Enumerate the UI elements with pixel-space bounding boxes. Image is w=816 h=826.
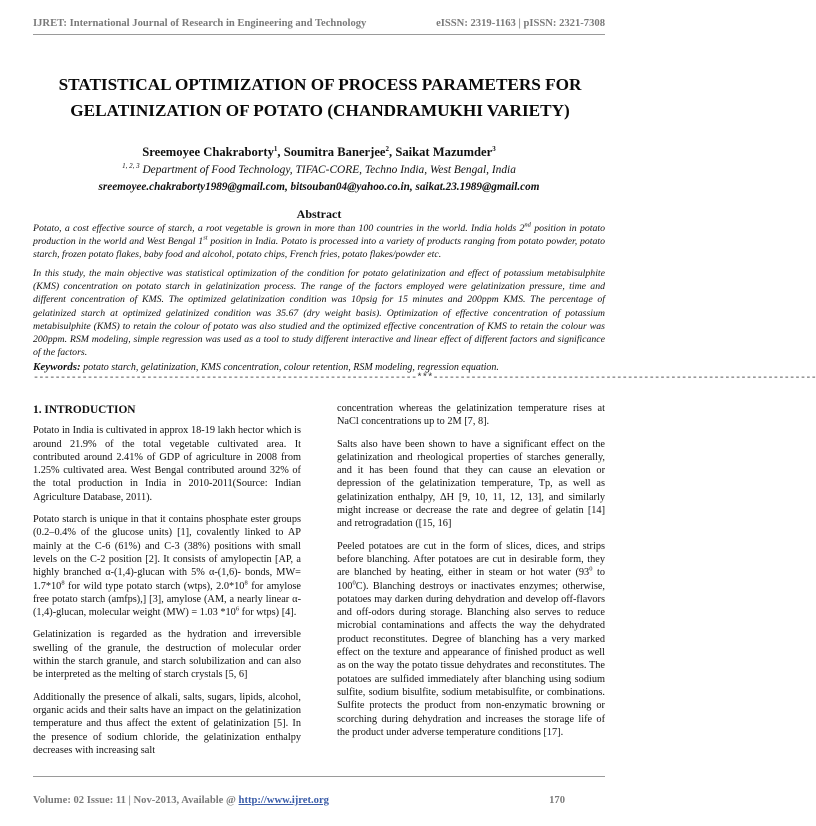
keywords	[33, 361, 605, 373]
right-paragraph-3	[337, 540, 605, 739]
page-footer	[33, 795, 605, 806]
author-name: Sreemoyee Chakraborty	[142, 145, 274, 159]
author-emails[interactable]: sreemoyee.chakraborty1989@gmail.com, bitsouban04@yahoo.co.in, saikat.23.1989@gmail.com	[98, 181, 540, 193]
affiliation	[33, 164, 605, 176]
author-separator: ,	[389, 145, 393, 159]
footer-rule	[33, 776, 605, 777]
journal-name: IJRET: International Journal of Research in Engineering and Technology	[33, 18, 367, 29]
paragraph-text: C). Blanching destroys or inactivates enzymes; otherwise, potatoes may darken during dehydration and develop off-flavors and off-odors during storage. Blanching also serves to reduce microbial contaminations and affects the way the dehydrated product reconstitutes. Degree of blanching has a very marked effect on the texture and appearance of finished product as well as on the way the potato tissue dehydrates and reconstitutes. The potatoes are sulfided immediately after blanching using sodium sulfite, sodium bisulfite, sodium metabisulfite, or combinations. Sulfite protects the product from non-enzymatic browning or scorching during dehydration and increases the storage life of the product under adverse temperature conditions [17].	[337, 580, 605, 738]
intro-paragraph-2	[33, 513, 301, 619]
keywords-text: potato starch, gelatinization, KMS concentration, colour retention, RSM modeling, regression equation.	[80, 362, 499, 373]
abstract-heading: Abstract	[296, 207, 342, 221]
author-list	[33, 145, 605, 160]
author-mark: 3	[492, 144, 496, 153]
intro-paragraph-4: Additionally the presence of alkali, salts, sugars, lipids, alcohol, organic acids and their salts have an impact on the gelatinization temperature and thus affect the extent of gelatinization [5]. In the presence of sodium chloride, the gelatinization enthalpy decreases with increasing salt	[33, 691, 301, 756]
intro-paragraph-3: Gelatinization is regarded as the hydration and irreversible swelling of the granule, the destruction of molecular order within the starch granule, and starch solubilization and can also be interpreted as the melting of starch crystals [5, 6]	[33, 629, 301, 681]
degree-mark: 0	[589, 565, 593, 573]
affiliation-text: Department of Food Technology, TIFAC-CORE, Techno India, West Bengal, India	[142, 164, 516, 176]
author-name: Saikat Mazumder	[395, 145, 493, 159]
author-name: Soumitra Banerjee	[283, 145, 386, 159]
paragraph-text: for wtps) [4].	[239, 607, 297, 619]
author-mark: 2	[385, 144, 389, 153]
ordinal-suffix: nd	[524, 221, 531, 229]
title-line-2: GELATINIZATION OF POTATO (CHANDRAMUKHI VARIETY)	[70, 101, 570, 120]
paragraph-text: Potato starch is unique in that it contains phosphate ester groups (0.2–0.4% of the glucose units) [1], covalently linked to AP mainly at the C-6 (61%) and C-3 (38%) positions with small levels on the C-2 position [2]. It consists of amylopectin [AP, a highly branched α-(1,4)-glucan with 5% α-(1,6)- bonds, MW= 1.7*10	[33, 514, 301, 592]
footer-volume	[33, 795, 329, 806]
abstract-paragraph-2: In this study, the main objective was statistical optimization of the condition for potato gelatinization and effect of potassium metabisulphite (KMS) concentration on potato starch in gelatinization process. The range of the factors employed were gelatinization pressure, time and different concentration of KMS. The optimized gelatinization condition was 10psig for 15 minutes and 200ppm KMS. The percentage of gelatinized starch at optimized gelatinized condition was 35.67 (dry weight basis). Optimization of effective concentration of potassium metabisulphite (KMS) to retain the colour of potato was also studied and the optimized effective concentration of KMS to retain the colour was 200ppm. RSM modeling, simple regression was used as a tool to study different interactive and linear effect of different factors and significance of the factors.	[33, 268, 605, 359]
affiliation-marks: 1, 2, 3	[122, 162, 140, 171]
intro-paragraph-1: Potato in India is cultivated in approx 18-19 lakh hector which is around 21.9% of the total vegetable cultivated area. It contributed around 2.41% of GDP of agriculture in 2008 from 1.25% cultivated area. West Bengal contributed around 32% of the total production in India in 2010-2011(Source: Indian Agriculture Database, 2011).	[33, 425, 301, 503]
paragraph-text: for amylose free potato starch (amfps),] [3], amylose (AM, a nearly linear α-(1,4)-glucan, molecular weight (MW) = 1.03 *10	[33, 580, 301, 619]
journal-header	[33, 18, 605, 29]
paragraph-text: to 100	[337, 567, 605, 592]
right-paragraph-1: concentration whereas the gelatinization temperature rises at NaCl concentrations up to 2M [7, 8].	[337, 403, 605, 428]
author-mark: 1	[273, 144, 278, 153]
right-column	[337, 402, 605, 748]
ordinal-suffix: st	[203, 234, 208, 242]
page-number: 170	[549, 795, 565, 806]
abstract-text: position in India. Potato is processed into a variety of products ranging from potato powder, potato starch, frozen potato flakes, baby food and alcohol, potato chips, French fries, potato flakes/powder etc.	[33, 236, 606, 261]
journal-link[interactable]: http://www.ijret.org	[238, 795, 329, 806]
section-heading-introduction: 1. INTRODUCTION	[33, 404, 136, 416]
keywords-label: Keywords:	[33, 361, 81, 373]
abstract-text: Potato, a cost effective source of starch, a root vegetable is grown in more than 100 countries in the world. India holds 2	[33, 223, 525, 234]
left-column	[33, 398, 301, 766]
paragraph-text: Peeled potatoes are cut in the form of slices, dices, and strips before blanching. After potatoes are cut in desirable form, they are blanched by heating, either in steam or hot water (93	[337, 540, 605, 579]
header-rule	[33, 34, 605, 35]
paper-title	[40, 72, 600, 124]
exponent: 8	[244, 579, 248, 587]
degree-mark: 0	[352, 579, 356, 587]
author-separator: ,	[277, 145, 281, 159]
issn: eISSN: 2319-1163 | pISSN: 2321-7308	[436, 18, 605, 29]
section-separator: -----------------------------------------------------------------------***-----------------------------------------------------------------------	[33, 373, 816, 384]
footer-text: Volume: 02 Issue: 11 | Nov-2013, Available @	[33, 795, 239, 806]
right-paragraph-2: Salts also have been shown to have a significant effect on the gelatinization and rheological properties of starches generally, and it has been found that they can cause an elevation or depression of the gelatinization temperature, Tp, as well as gelatinization enthalpy, ΔH [9, 10, 11, 12, 13], and similarly might increase or decrease the rate and degree of gelatin [14] and retrogradation ([15, 16]	[337, 438, 605, 530]
abstract-paragraph-1	[33, 222, 605, 262]
abstract-text: position in potato production in the world and West Bengal 1	[33, 223, 605, 248]
paragraph-text: for wild type potato starch (wtps), 2.0*10	[64, 580, 245, 592]
exponent: 6	[235, 605, 240, 613]
title-line-1: STATISTICAL OPTIMIZATION OF PROCESS PARAMETERS FOR	[58, 75, 582, 94]
exponent: 8	[61, 579, 65, 587]
